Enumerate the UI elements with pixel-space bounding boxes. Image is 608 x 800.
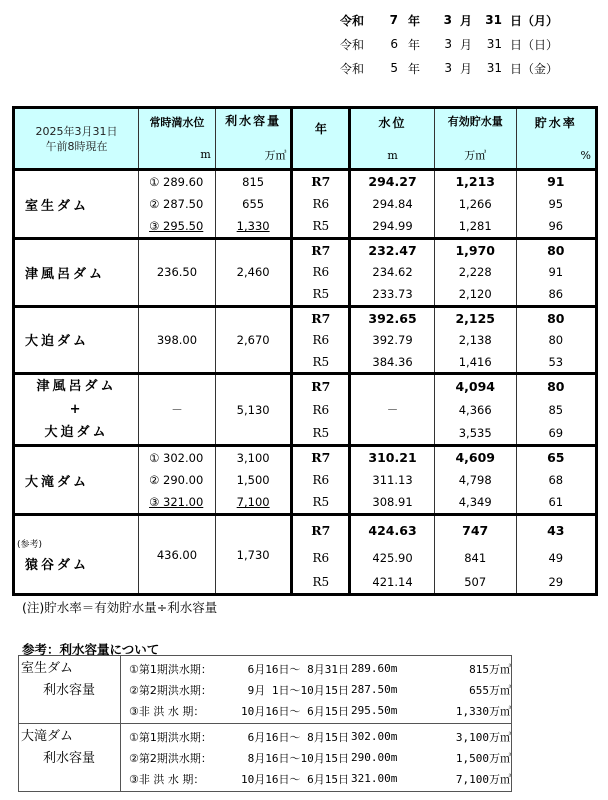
level-cell: －	[350, 374, 435, 446]
storage-cell: 1,213	[434, 170, 516, 193]
header-capacity	[215, 108, 292, 170]
full-level-cell: 436.00	[139, 515, 216, 595]
capacity-2: 655	[242, 197, 265, 211]
capacity-reference-table	[18, 655, 512, 792]
year-cell: R6	[292, 329, 350, 352]
header-year	[292, 108, 350, 170]
dam-name-combined	[14, 374, 139, 446]
year-kanji: 年	[407, 37, 420, 52]
rate-cell: 80	[516, 374, 596, 398]
month: 3	[444, 61, 452, 75]
full-level-cell: －	[139, 374, 216, 446]
table-row	[14, 515, 597, 545]
header-label: 貯水率	[534, 115, 577, 130]
level-cell: 232.47	[350, 239, 435, 262]
year-cell: R6	[292, 469, 350, 492]
capacity-cell: 1,730	[215, 515, 292, 595]
as-of-time: 午前8時現在	[45, 139, 108, 153]
rate-cell: 80	[516, 239, 596, 262]
rate-cell: 68	[516, 469, 596, 492]
level-cell: 421.14	[350, 571, 435, 595]
reference-line	[129, 700, 511, 721]
day-kanji: 日	[509, 61, 522, 76]
period-volume: 815万㎥	[469, 662, 511, 676]
storage-cell: 3,535	[434, 422, 516, 446]
reference-lines	[121, 656, 512, 724]
period-label: ②第2期洪水期：	[129, 683, 212, 697]
level-cell: 310.21	[350, 446, 435, 469]
header-label: 常時満水位	[149, 116, 205, 129]
capacity-cell	[215, 170, 292, 239]
period-label: ③非 洪 水 期：	[129, 772, 205, 786]
storage-cell: 1,281	[434, 216, 516, 239]
reference-line	[129, 768, 511, 789]
header-unit: %	[580, 148, 591, 162]
capacity-3: 7,100	[236, 495, 270, 509]
year-cell: R5	[292, 492, 350, 515]
combined-name-2: 大迫ダム	[44, 425, 109, 440]
rate-cell: 95	[516, 193, 596, 216]
period-label: ③非 洪 水 期：	[129, 704, 205, 718]
day: 31	[486, 37, 502, 51]
storage-cell: 4,366	[434, 398, 516, 422]
full-level-2: ② 290.00	[149, 473, 204, 487]
date-header	[340, 8, 600, 80]
date-row-r5	[340, 56, 600, 80]
rate-cell: 65	[516, 446, 596, 469]
capacity-cell: 2,670	[215, 306, 292, 374]
dam-name-saruya	[14, 515, 139, 595]
full-level-1: ① 289.60	[149, 175, 204, 189]
period-range: 9月 1日～10月15日	[241, 683, 349, 697]
level-cell: 311.13	[350, 469, 435, 492]
year-cell: R5	[292, 216, 350, 239]
level-cell: 392.79	[350, 329, 435, 352]
header-storage	[434, 108, 516, 170]
dam-name-otaki: 大滝ダム	[14, 446, 139, 515]
weekday: （月）	[522, 13, 559, 28]
reference-line	[129, 747, 511, 768]
combined-plus: +	[69, 402, 84, 417]
full-level-cell	[139, 170, 216, 239]
period-range: 8月16日～10月15日	[241, 751, 349, 765]
day: 31	[485, 13, 502, 27]
year-cell: R7	[292, 306, 350, 329]
header-rate	[516, 108, 596, 170]
year: 5	[390, 61, 398, 75]
full-level-1: ① 302.00	[149, 451, 204, 465]
day-kanji: 日	[509, 13, 522, 28]
period-volume: 3,100万㎥	[455, 730, 511, 744]
day-kanji: 日	[509, 37, 522, 52]
table-row	[14, 170, 597, 193]
year: 7	[389, 13, 398, 27]
rate-cell: 80	[516, 306, 596, 329]
table-header	[14, 108, 597, 170]
full-level-cell: 236.50	[139, 239, 216, 307]
year-cell: R7	[292, 374, 350, 398]
level-cell: 392.65	[350, 306, 435, 329]
period-range: 6月16日～ 8月15日	[241, 730, 349, 744]
rate-cell: 91	[516, 261, 596, 284]
capacity-cell: 5,130	[215, 374, 292, 446]
rate-cell: 91	[516, 170, 596, 193]
level-cell: 384.36	[350, 351, 435, 374]
rate-cell: 96	[516, 216, 596, 239]
year-cell: R6	[292, 261, 350, 284]
year-cell: R6	[292, 193, 350, 216]
level-cell: 425.90	[350, 545, 435, 571]
reference-dam-name: 室生ダム	[21, 661, 74, 676]
period-level: 302.00m	[351, 730, 398, 743]
full-level-cell: 398.00	[139, 306, 216, 374]
capacity-2: 1,500	[236, 473, 270, 487]
reference-dam-name: 大滝ダム	[21, 729, 74, 744]
capacity-3: 1,330	[236, 219, 270, 233]
reference-title-main: 参考：利水容量	[22, 642, 110, 657]
full-level-cell	[139, 446, 216, 515]
header-label: 年	[314, 122, 327, 136]
level-cell: 234.62	[350, 261, 435, 284]
rate-cell: 86	[516, 284, 596, 307]
combined-name-1: 津風呂ダム	[36, 379, 117, 394]
level-cell: 233.73	[350, 284, 435, 307]
header-label: 利水容量	[225, 114, 282, 128]
header-unit: 万㎥	[464, 148, 487, 162]
period-range: 10月16日～ 6月15日	[241, 772, 349, 786]
reference-title-rest: について	[109, 642, 160, 657]
rate-cell: 85	[516, 398, 596, 422]
level-cell: 294.99	[350, 216, 435, 239]
dam-storage-table	[12, 106, 598, 596]
year-cell: R7	[292, 239, 350, 262]
level-cell: 424.63	[350, 515, 435, 545]
full-level-2: ② 287.50	[149, 197, 204, 211]
header-unit: m	[387, 148, 398, 162]
reference-dam-sub: 利水容量	[43, 683, 96, 698]
storage-cell: 1,416	[434, 351, 516, 374]
year-cell: R6	[292, 545, 350, 571]
reference-dam-cell	[19, 724, 121, 792]
reference-line	[129, 726, 511, 747]
table-row	[14, 374, 597, 398]
rate-cell: 49	[516, 545, 596, 571]
month: 3	[443, 13, 452, 27]
day: 31	[486, 61, 502, 75]
reference-dam-sub: 利水容量	[43, 751, 96, 766]
dam-name-text: 猿谷ダム	[25, 557, 90, 573]
full-level-3: ③ 321.00	[149, 495, 204, 509]
storage-cell: 4,094	[434, 374, 516, 398]
header-unit: m	[200, 148, 211, 161]
period-volume: 7,100万㎥	[455, 772, 511, 786]
level-cell: 308.91	[350, 492, 435, 515]
year-cell: R6	[292, 398, 350, 422]
year: 6	[390, 37, 398, 51]
reference-label: (参考)	[17, 539, 43, 550]
year-cell: R7	[292, 515, 350, 545]
storage-cell: 4,609	[434, 446, 516, 469]
header-label: 有効貯水量	[447, 114, 503, 128]
reference-group-muro	[19, 656, 512, 724]
year-cell: R5	[292, 571, 350, 595]
dam-name-tsuburo: 津風呂ダム	[14, 239, 139, 307]
date-row-r7	[340, 8, 600, 32]
dam-name-muro: 室生ダム	[14, 170, 139, 239]
month-kanji: 月	[459, 37, 472, 52]
reference-dam-cell	[19, 656, 121, 724]
level-cell: 294.84	[350, 193, 435, 216]
storage-cell: 2,138	[434, 329, 516, 352]
storage-cell: 507	[434, 571, 516, 595]
storage-cell: 747	[434, 515, 516, 545]
era: 令和	[340, 37, 365, 52]
full-level-3: ③ 295.50	[149, 219, 204, 233]
year-kanji: 年	[407, 13, 420, 28]
header-full-level	[139, 108, 216, 170]
reference-line	[129, 679, 511, 700]
month: 3	[444, 37, 452, 51]
capacity-cell: 2,460	[215, 239, 292, 307]
era: 令和	[340, 13, 365, 28]
header-label: 水位	[378, 115, 407, 130]
period-level: 287.50m	[351, 683, 398, 696]
rate-cell: 53	[516, 351, 596, 374]
rate-cell: 61	[516, 492, 596, 515]
period-level: 290.00m	[351, 751, 398, 764]
rate-cell: 29	[516, 571, 596, 595]
period-volume: 1,330万㎥	[455, 704, 511, 718]
dam-name-osako: 大迫ダム	[14, 306, 139, 374]
storage-cell: 4,798	[434, 469, 516, 492]
year-cell: R5	[292, 284, 350, 307]
table-row	[14, 446, 597, 469]
period-range: 6月16日～ 8月31日	[241, 662, 349, 676]
as-of-cell	[14, 108, 139, 170]
table-row	[14, 306, 597, 329]
formula-note: (注)貯水率＝有効貯水量÷利水容量	[22, 600, 218, 615]
year-cell: R7	[292, 170, 350, 193]
storage-cell: 1,266	[434, 193, 516, 216]
year-kanji: 年	[407, 61, 420, 76]
year-cell: R5	[292, 351, 350, 374]
weekday: （日）	[522, 37, 559, 52]
period-level: 321.00m	[351, 772, 398, 785]
storage-cell: 4,349	[434, 492, 516, 515]
storage-cell: 841	[434, 545, 516, 571]
month-kanji: 月	[459, 13, 472, 28]
reference-group-otaki	[19, 724, 512, 792]
era: 令和	[340, 61, 365, 76]
reference-lines	[121, 724, 512, 792]
storage-cell: 2,125	[434, 306, 516, 329]
period-level: 295.50m	[351, 704, 398, 717]
period-label: ①第1期洪水期：	[129, 730, 212, 744]
year-cell: R5	[292, 422, 350, 446]
storage-cell: 2,120	[434, 284, 516, 307]
period-label: ①第1期洪水期：	[129, 662, 212, 676]
as-of-date: 2025年3月31日	[35, 124, 118, 138]
reference-line	[129, 658, 511, 679]
capacity-cell	[215, 446, 292, 515]
storage-cell: 1,970	[434, 239, 516, 262]
header-unit: 万㎥	[264, 149, 287, 162]
capacity-1: 3,100	[236, 451, 270, 465]
rate-cell: 80	[516, 329, 596, 352]
date-row-r6	[340, 32, 600, 56]
table-row	[14, 239, 597, 262]
header-water-level	[350, 108, 435, 170]
storage-cell: 2,228	[434, 261, 516, 284]
period-range: 10月16日～ 6月15日	[241, 704, 349, 718]
period-label: ②第2期洪水期：	[129, 751, 212, 765]
capacity-1: 815	[242, 175, 265, 189]
rate-cell: 69	[516, 422, 596, 446]
weekday: （金）	[522, 61, 559, 76]
rate-cell: 43	[516, 515, 596, 545]
period-volume: 1,500万㎥	[455, 751, 511, 765]
period-volume: 655万㎥	[469, 683, 511, 697]
month-kanji: 月	[459, 61, 472, 76]
year-cell: R7	[292, 446, 350, 469]
period-level: 289.60m	[351, 662, 398, 675]
level-cell: 294.27	[350, 170, 435, 193]
